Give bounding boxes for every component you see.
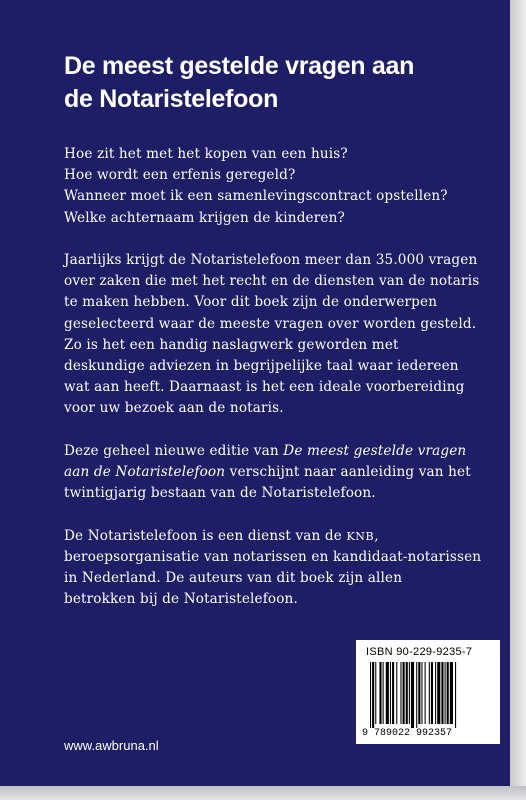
title-line-2: de Notaristelefoon [64, 85, 279, 113]
paragraph-line: Jaarlijks krijgt de Notaristelefoon meer dan 35.000 vragen [64, 252, 478, 268]
barcode-bar [429, 662, 430, 724]
paragraph-line: Zo is het een handig naslagwerk geworden met [64, 336, 399, 353]
edition-paragraph [64, 441, 484, 505]
isbn-number: ISBN 90-229-9235-7 [366, 646, 473, 658]
paragraph-line [64, 441, 484, 462]
barcode-bar [435, 662, 436, 724]
book-title-italic: aan de Notaristelefoon [64, 464, 226, 481]
page-edge-shadow [510, 0, 526, 800]
barcode-bar [416, 662, 417, 728]
barcode-bar [418, 662, 420, 724]
barcode-bar [396, 662, 397, 724]
text-segment: , [374, 527, 379, 544]
barcode-bar [445, 662, 446, 724]
question-2: Hoe wordt een erfenis geregeld? [64, 167, 296, 184]
text-segment: Deze geheel nieuwe editie van [64, 442, 284, 459]
barcode-bar [441, 662, 443, 724]
barcode-bar [450, 662, 453, 724]
barcode-bar [409, 662, 410, 724]
paragraph-line: voor uw bezoek aan de notaris. [64, 400, 284, 417]
paragraph-line: in Nederland. De auteurs van dit boek zijn allen [64, 570, 403, 587]
knb-abbreviation: KNB [346, 529, 375, 543]
paragraph-line [64, 462, 484, 483]
barcode-bar [431, 662, 433, 724]
paragraph-line: over zaken die met het recht en de diensten van de notaris [64, 273, 480, 290]
paragraph-line: twintigjarig bestaan van de Notaristelefoon. [64, 485, 376, 502]
text-segment: De Notaristelefoon is een dienst van de [64, 527, 347, 544]
barcode-bar [392, 662, 394, 724]
text-segment: verschijnt naar aanleiding van het [225, 464, 471, 481]
barcode-bar [400, 662, 401, 724]
barcode-digits: 9 789022 992357 [362, 728, 453, 739]
barcode-bar [403, 662, 405, 724]
question-1: Hoe zit het met het kopen van een huis? [64, 146, 348, 162]
barcode-bar [455, 662, 456, 728]
questions-paragraph [64, 144, 484, 229]
book-title [64, 50, 484, 116]
barcode-bar [425, 662, 426, 724]
title-line-1: De meest gestelde vragen aan [64, 52, 415, 80]
barcode-bar [372, 662, 374, 728]
barcode-icon [370, 662, 492, 728]
barcode-bar [447, 662, 449, 724]
publisher-website: www.awbruna.nl [64, 738, 159, 753]
book-title-italic: De meest gestelde vragen [283, 442, 467, 459]
barcode-bar [370, 662, 371, 728]
paragraph-line: beroepsorganisatie van notarissen en kandidaat-notarissen [64, 548, 482, 565]
paragraph-line: deskundige adviezen in begrijpelijke taal waar iedereen [64, 358, 459, 375]
barcode-label [356, 640, 500, 744]
barcode-bar [406, 662, 408, 724]
paragraph-line: betrokken bij de Notaristelefoon. [64, 591, 298, 608]
barcode-bar [386, 662, 389, 724]
blurb [64, 144, 484, 632]
barcode-bar [375, 662, 376, 724]
barcode-bar [421, 662, 422, 724]
barcode-bar [437, 662, 440, 724]
question-4: Welke achternaam krijgen de kinderen? [64, 209, 345, 226]
paragraph-line: geselecteerd waar de meeste vragen over worden gesteld. [64, 315, 477, 332]
intro-paragraph [64, 250, 484, 420]
question-3: Wanneer moet ik een samenlevingscontract opstellen? [64, 188, 448, 205]
about-paragraph [64, 526, 484, 611]
barcode-bar [390, 662, 391, 724]
paragraph-line [64, 526, 484, 547]
barcode-bar [383, 662, 384, 724]
barcode-bar [379, 662, 381, 724]
paragraph-line: te maken hebben. Voor dit boek zijn de onderwerpen [64, 294, 438, 311]
barcode-bar [411, 662, 414, 728]
page-bottom-shadow [0, 786, 526, 800]
paragraph-line: wat aan heeft. Daarnaast is het een ideale voorbereiding [64, 379, 465, 396]
